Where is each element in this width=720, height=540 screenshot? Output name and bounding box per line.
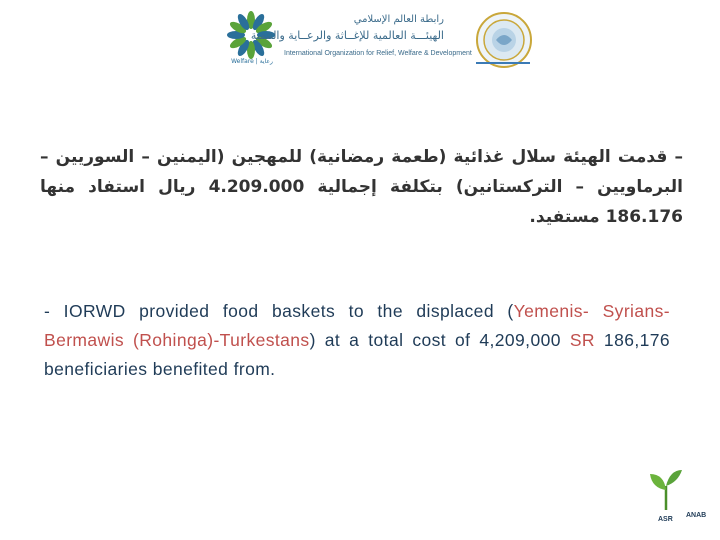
english-highlight: SR [569, 330, 595, 350]
asr-logo: ASR [658, 516, 673, 523]
arabic-paragraph: – قدمت الهيئة سلال غذائية (طعمة رمضانية) للمهجين (اليمنين – السوريين – البرماويين – التركستانين) بتكلفة إجمالية 4.209.000 ريال استفاد منها 186.176 مستفيد. [40, 147, 683, 227]
page-header [0, 0, 720, 80]
org-seal [476, 12, 532, 68]
anab-logo: ANAB [686, 512, 707, 519]
header-rule [476, 62, 530, 64]
org-name-ar-line2: الهيئـــة العالمية للإغــاثة والرعــاية والتنمية [250, 29, 444, 42]
english-part: ) at a total cost of 4,209,000 [309, 330, 570, 350]
org-name-en: International Organization for Relief, Welfare & Development [284, 50, 472, 57]
english-part: 186,176 beneficiaries benefited from. [44, 330, 670, 379]
english-paragraph [44, 297, 670, 384]
english-highlight: Yemenis- Syrians- Bermawis (Rohinga)-Turkestans [44, 301, 670, 350]
english-part: - IORWD provided food baskets to the displaced ( [44, 301, 514, 321]
logo-caption: Welfare | رعاية [231, 58, 273, 65]
sprout-icon [646, 466, 686, 510]
org-name-ar-line1: رابطة العالم الإسلامي [353, 14, 444, 25]
certification-logos [658, 512, 718, 538]
